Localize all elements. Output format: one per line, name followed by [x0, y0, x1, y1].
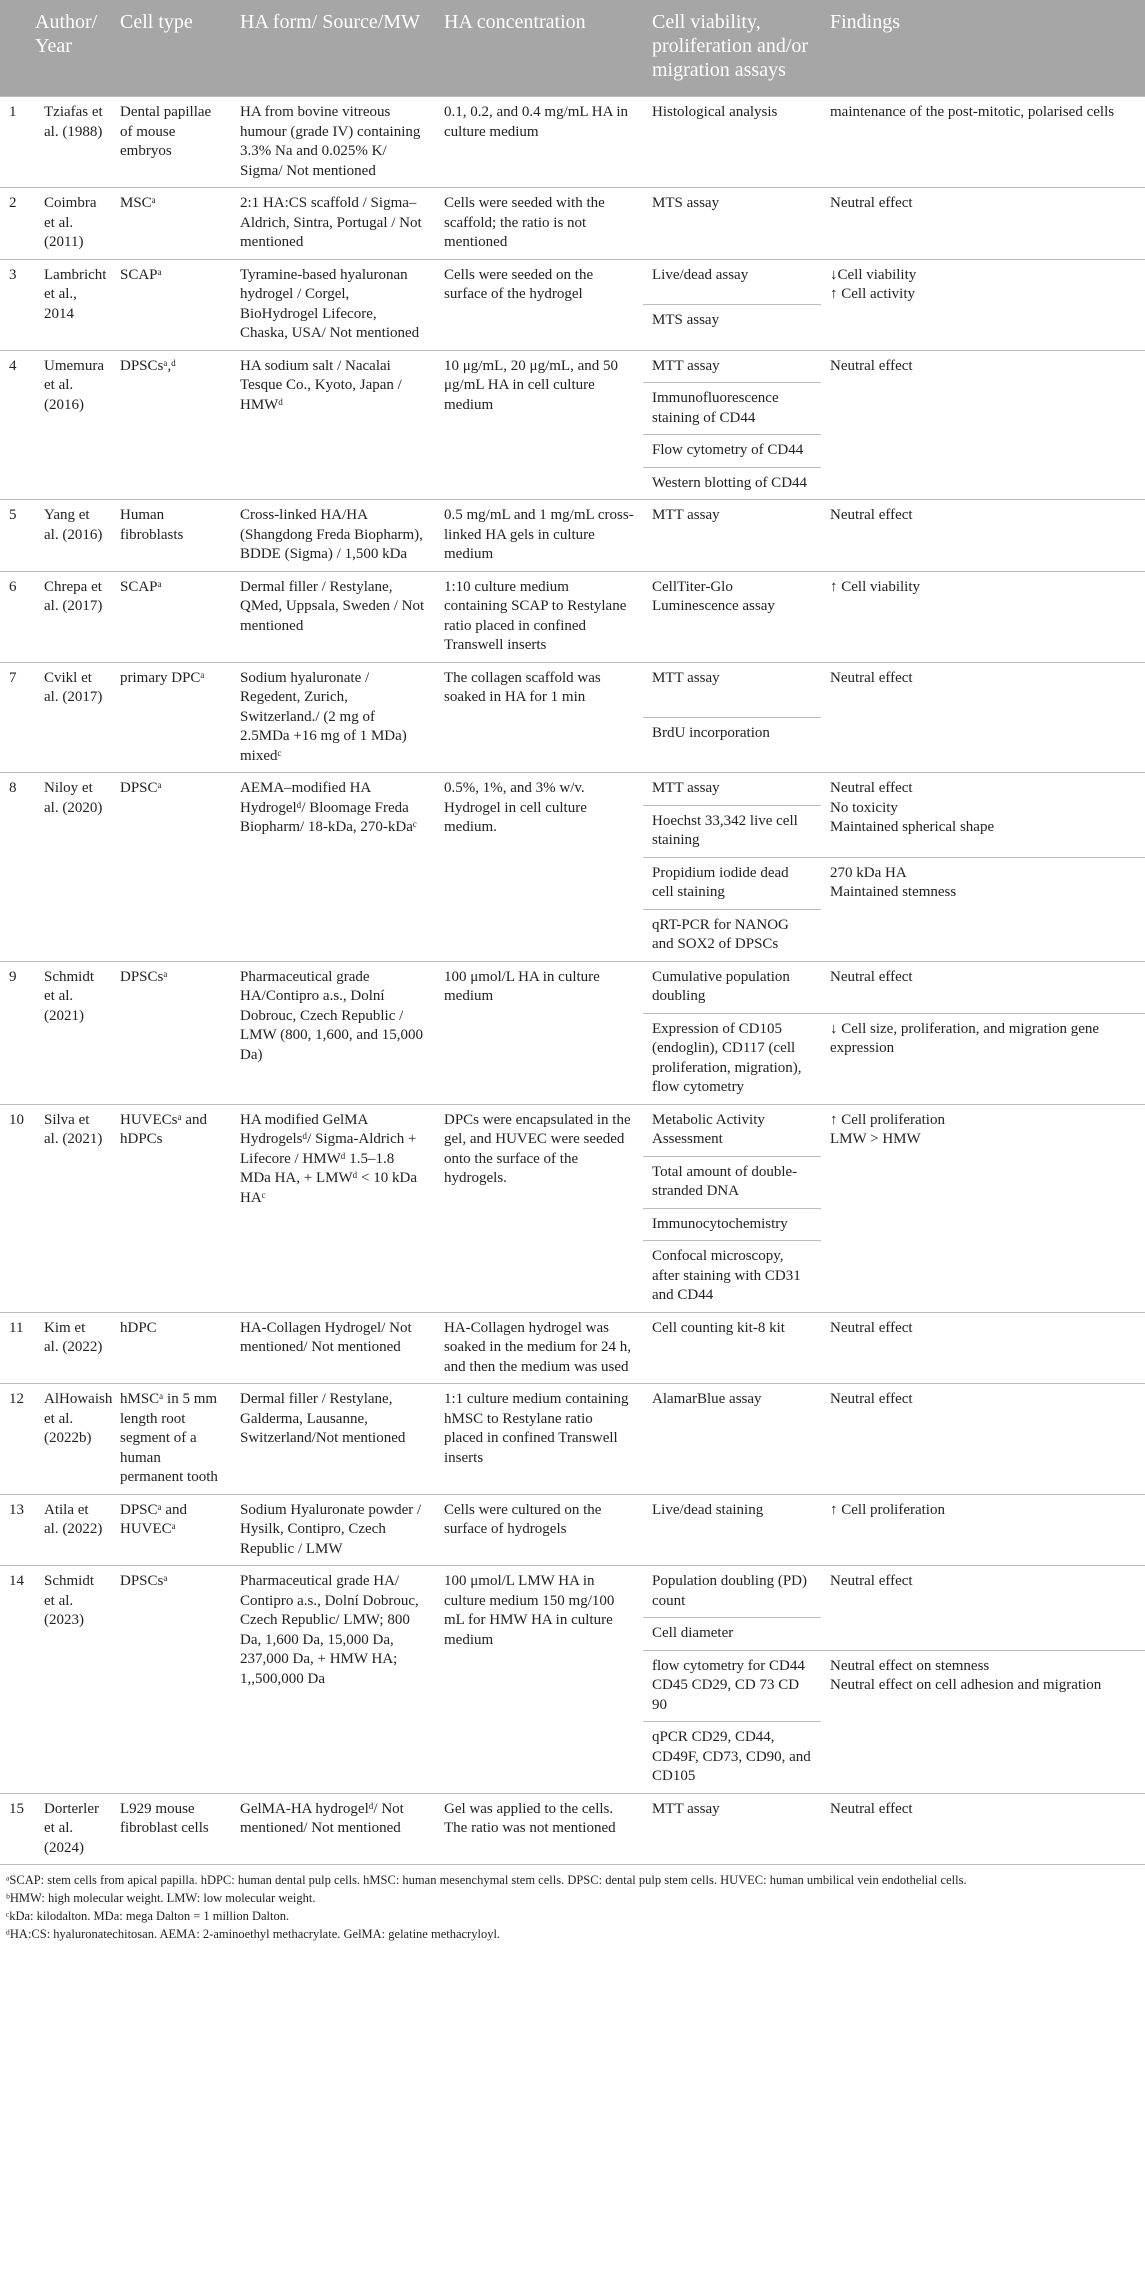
cell-type: DPSCsᵃ — [111, 961, 231, 1104]
header-ha-concentration: HA concentration — [435, 0, 643, 97]
assay: AlamarBlue assay — [643, 1384, 821, 1495]
table-row — [0, 773, 1145, 806]
assay: Confocal microscopy, after staining with CD31 and CD44 — [643, 1241, 821, 1313]
finding: Neutral effect — [830, 1573, 913, 1589]
table-row — [0, 259, 1145, 305]
cell-type: SCAPᵃ — [111, 259, 231, 350]
header-author: Author/ Year — [35, 0, 111, 97]
assay: Live/dead staining — [643, 1494, 821, 1566]
footnote: ᵇHMW: high molecular weight. LMW: low molecular weight. — [6, 1891, 316, 1905]
findings-cell — [821, 1650, 1145, 1793]
assay: Population doubling (PD) count — [643, 1566, 821, 1618]
footnote: ᶜkDa: kilodalton. MDa: mega Dalton = 1 million Dalton. — [6, 1909, 290, 1923]
assay: Live/dead assay — [643, 259, 821, 305]
table-row — [0, 571, 1145, 662]
author-year: Tziafas et al. (1988) — [35, 97, 111, 188]
cell-type: Human fibroblasts — [111, 500, 231, 572]
ha-concentration: Cells were cultured on the surface of hydrogels — [435, 1494, 643, 1566]
ha-form: Sodium hyaluronate / Regedent, Zurich, Switzerland./ (2 mg of 2.5MDa +16 mg of 1 MDa) mixedᶜ — [231, 662, 435, 773]
ha-concentration: 100 μmol/L HA in culture medium — [435, 961, 643, 1104]
ha-form: Dermal filler / Restylane, Galderma, Lausanne, Switzerland/Not mentioned — [231, 1384, 435, 1495]
finding: ↑ Cell activity — [830, 286, 915, 302]
findings-cell — [821, 1566, 1145, 1651]
author-year: Atila et al. (2022) — [35, 1494, 111, 1566]
ha-concentration: 1:10 culture medium containing SCAP to Restylane ratio placed in confined Transwell inserts — [435, 571, 643, 662]
table-row — [0, 1793, 1145, 1865]
findings-cell — [821, 259, 1145, 350]
assay: MTT assay — [643, 350, 821, 383]
ha-concentration: 0.5%, 1%, and 3% w/v. Hydrogel in cell culture medium. — [435, 773, 643, 962]
cell-type: HUVECsᵃ and hDPCs — [111, 1104, 231, 1312]
findings-cell — [821, 1494, 1145, 1566]
table-row — [0, 1384, 1145, 1495]
findings-cell — [821, 97, 1145, 188]
ha-concentration: 1:1 culture medium containing hMSC to Restylane ratio placed in confined Transwell inserts — [435, 1384, 643, 1495]
row-number: 9 — [0, 961, 35, 1104]
finding: Neutral effect — [830, 195, 913, 211]
table-row — [0, 350, 1145, 383]
author-year: Yang et al. (2016) — [35, 500, 111, 572]
table-row — [0, 1566, 1145, 1618]
assay: qPCR CD29, CD44, CD49F, CD73, CD90, and CD105 — [643, 1722, 821, 1794]
cell-type: DPSCᵃ and HUVECᵃ — [111, 1494, 231, 1566]
findings-cell — [821, 857, 1145, 961]
finding: ↑ Cell viability — [830, 578, 920, 595]
table-body — [0, 97, 1145, 1865]
assay: Propidium iodide dead cell staining — [643, 857, 821, 909]
assay: Immunocytochemistry — [643, 1208, 821, 1241]
ha-form: Tyramine-based hyaluronan hydrogel / Corgel, BioHydrogel Lifecore, Chaska, USA/ Not mentioned — [231, 259, 435, 350]
author-year: Silva et al. (2021) — [35, 1104, 111, 1312]
assay: MTT assay — [643, 773, 821, 806]
assay: Hoechst 33,342 live cell staining — [643, 805, 821, 857]
findings-cell — [821, 1793, 1145, 1865]
cell-type: L929 mouse fibroblast cells — [111, 1793, 231, 1865]
ha-concentration: The collagen scaffold was soaked in HA for 1 min — [435, 662, 643, 773]
header-findings: Findings — [821, 0, 1145, 97]
ha-form: HA from bovine vitreous humour (grade IV) containing 3.3% Na and 0.025% K/ Sigma/ Not mentioned — [231, 97, 435, 188]
table-row — [0, 1312, 1145, 1384]
footnote: ᵃSCAP: stem cells from apical papilla. hDPC: human dental pulp cells. hMSC: human mesenchymal stem cells. DPSC: dental pulp stem cells. HUVEC: human umbilical vein endothelial cells. — [6, 1873, 967, 1887]
findings-cell — [821, 500, 1145, 572]
finding: Neutral effect — [830, 669, 913, 686]
findings-cell — [821, 1312, 1145, 1384]
ha-concentration: 0.5 mg/mL and 1 mg/mL cross-linked HA gels in culture medium — [435, 500, 643, 572]
finding: ↓Cell viability — [830, 266, 917, 283]
cell-type: DPSCᵃ — [111, 773, 231, 962]
cell-type: Dental papillae of mouse embryos — [111, 97, 231, 188]
row-number: 14 — [0, 1566, 35, 1794]
ha-concentration: DPCs were encapsulated in the gel, and HUVEC were seeded onto the surface of the hydrogels. — [435, 1104, 643, 1312]
finding: ↓ Cell size, proliferation, and migration gene expression — [830, 1020, 1100, 1056]
assay: CellTiter-Glo Luminescence assay — [643, 571, 821, 662]
row-number: 11 — [0, 1312, 35, 1384]
finding: Maintained spherical shape — [830, 819, 995, 835]
row-number: 1 — [0, 97, 35, 188]
header-number — [0, 0, 35, 97]
ha-concentration: Cells were seeded with the scaffold; the ratio is not mentioned — [435, 188, 643, 260]
header-ha-form: HA form/ Source/MW — [231, 0, 435, 97]
row-number: 12 — [0, 1384, 35, 1495]
author-year: Schmidt et al. (2021) — [35, 961, 111, 1104]
row-number: 5 — [0, 500, 35, 572]
findings-cell — [821, 350, 1145, 500]
author-year: Coimbra et al. (2011) — [35, 188, 111, 260]
header-cell-type: Cell type — [111, 0, 231, 97]
row-number: 7 — [0, 662, 35, 773]
ha-concentration: 10 μg/mL, 20 μg/mL, and 50 μg/mL HA in cell culture medium — [435, 350, 643, 500]
ha-form: Dermal filler / Restylane, QMed, Uppsala, Sweden / Not mentioned — [231, 571, 435, 662]
finding: Neutral effect on stemness — [830, 1657, 990, 1674]
findings-cell — [821, 571, 1145, 662]
findings-cell — [821, 773, 1145, 858]
finding: ↑ Cell proliferation — [830, 1501, 945, 1518]
finding: maintenance of the post-mitotic, polarised cells — [830, 104, 1115, 120]
author-year: Kim et al. (2022) — [35, 1312, 111, 1384]
row-number: 6 — [0, 571, 35, 662]
cell-type: DPSCsᵃ — [111, 1566, 231, 1794]
ha-form: AEMA–modified HA Hydrogelᵈ/ Bloomage Freda Biopharm/ 18-kDa, 270-kDaᶜ — [231, 773, 435, 962]
finding: LMW ˃ HMW — [830, 1131, 921, 1147]
assay: Cell diameter — [643, 1618, 821, 1651]
finding: No toxicity — [830, 799, 898, 816]
ha-concentration: 0.1, 0.2, and 0.4 mg/mL HA in culture medium — [435, 97, 643, 188]
findings-cell — [821, 961, 1145, 1013]
table-header — [0, 0, 1145, 97]
assay: MTT assay — [643, 1793, 821, 1865]
findings-cell — [821, 1104, 1145, 1312]
row-number: 15 — [0, 1793, 35, 1865]
table-row — [0, 97, 1145, 188]
cell-type: SCAPᵃ — [111, 571, 231, 662]
author-year: Schmidt et al. (2023) — [35, 1566, 111, 1794]
assay: Expression of CD105 (endoglin), CD117 (cell proliferation, migration), flow cytometry — [643, 1013, 821, 1104]
assay: MTT assay — [643, 500, 821, 572]
author-year: AlHowaish et al. (2022b) — [35, 1384, 111, 1495]
finding: ↑ Cell proliferation — [830, 1111, 945, 1128]
table-row — [0, 500, 1145, 572]
row-number: 3 — [0, 259, 35, 350]
author-year: Lambricht et al., 2014 — [35, 259, 111, 350]
ha-form: Pharmaceutical grade HA/ Contipro a.s., Dolní Dobrouc, Czech Republic/ LMW; 800 Da, 1,600 Da, 15,000 Da, 237,000 Da, + HMW HA; 1,,500,000 Da — [231, 1566, 435, 1794]
findings-cell — [821, 1013, 1145, 1104]
assay: flow cytometry for CD44 CD45 CD29, CD 73 CD 90 — [643, 1650, 821, 1722]
assay: MTS assay — [643, 188, 821, 260]
findings-cell — [821, 662, 1145, 773]
table-footnotes — [0, 1865, 1145, 1943]
assay: Flow cytometry of CD44 — [643, 435, 821, 468]
assay: Cumulative population doubling — [643, 961, 821, 1013]
row-number: 4 — [0, 350, 35, 500]
assay: MTT assay — [643, 662, 821, 717]
finding: Neutral effect — [830, 1800, 913, 1817]
row-number: 8 — [0, 773, 35, 962]
finding: Neutral effect — [830, 968, 913, 985]
ha-concentration: 100 μmol/L LMW HA in culture medium 150 mg/100 mL for HMW HA in culture medium — [435, 1566, 643, 1794]
table-row — [0, 961, 1145, 1013]
finding: Neutral effect — [830, 507, 913, 523]
assay: Histological analysis — [643, 97, 821, 188]
assay: Immunofluorescence staining of CD44 — [643, 383, 821, 435]
findings-cell — [821, 1384, 1145, 1495]
ha-form: HA sodium salt / Nacalai Tesque Co., Kyoto, Japan / HMWᵈ — [231, 350, 435, 500]
ha-concentration: HA-Collagen hydrogel was soaked in the medium for 24 h, and then the medium was used — [435, 1312, 643, 1384]
ha-form: HA modified GelMA Hydrogelsᵈ/ Sigma-Aldrich + Lifecore / HMWᵈ 1.5–1.8 MDa HA, + LMWᵈ < 10 kDa HAᶜ — [231, 1104, 435, 1312]
row-number: 2 — [0, 188, 35, 260]
assay: Western blotting of CD44 — [643, 467, 821, 500]
finding: Neutral effect on cell adhesion and migration — [830, 1677, 1102, 1693]
header-assays: Cell viability, proliferation and/or migration assays — [643, 0, 821, 97]
ha-concentration: Cells were seeded on the surface of the hydrogel — [435, 259, 643, 350]
author-year: Cvikl et al. (2017) — [35, 662, 111, 773]
finding: Neutral effect — [830, 780, 913, 796]
ha-form: GelMA-HA hydrogelᵈ/ Not mentioned/ Not mentioned — [231, 1793, 435, 1865]
row-number: 13 — [0, 1494, 35, 1566]
findings-cell — [821, 188, 1145, 260]
cell-type: primary DPCᵃ — [111, 662, 231, 773]
finding: Neutral effect — [830, 1319, 913, 1336]
author-year: Umemura et al. (2016) — [35, 350, 111, 500]
row-number: 10 — [0, 1104, 35, 1312]
assay: MTS assay — [643, 305, 821, 351]
cell-type: hDPC — [111, 1312, 231, 1384]
ha-form: Sodium Hyaluronate powder / Hysilk, Contipro, Czech Republic / LMW — [231, 1494, 435, 1566]
cell-type: MSCᵃ — [111, 188, 231, 260]
finding: 270 kDa HA — [830, 864, 907, 881]
assay: qRT-PCR for NANOG and SOX2 of DPSCs — [643, 909, 821, 961]
cell-type: DPSCsᵃ,ᵈ — [111, 350, 231, 500]
assay: BrdU incorporation — [643, 717, 821, 772]
ha-concentration: Gel was applied to the cells. The ratio was not mentioned — [435, 1793, 643, 1865]
table-row — [0, 662, 1145, 717]
author-year: Chrepa et al. (2017) — [35, 571, 111, 662]
ha-form: HA-Collagen Hydrogel/ Not mentioned/ Not mentioned — [231, 1312, 435, 1384]
table-row — [0, 188, 1145, 260]
footnote: ᵈHA:CS: hyaluronatechitosan. AEMA: 2-aminoethyl methacrylate. GelMA: gelatine methacryloyl. — [6, 1927, 501, 1941]
assay: Total amount of double-stranded DNA — [643, 1156, 821, 1208]
author-year: Dorterler et al. (2024) — [35, 1793, 111, 1865]
ha-form: Pharmaceutical grade HA/Contipro a.s., Dolní Dobrouc, Czech Republic / LMW (800, 1,600, and 15,000 Da) — [231, 961, 435, 1104]
table-row — [0, 1494, 1145, 1566]
ha-form: 2:1 HA:CS scaffold / Sigma–Aldrich, Sintra, Portugal / Not mentioned — [231, 188, 435, 260]
table-row — [0, 1104, 1145, 1156]
ha-form: Cross-linked HA/HA (Shangdong Freda Biopharm), BDDE (Sigma) / 1,500 kDa — [231, 500, 435, 572]
assay: Cell counting kit-8 kit — [643, 1312, 821, 1384]
finding: Neutral effect — [830, 357, 913, 374]
assay: Metabolic Activity Assessment — [643, 1104, 821, 1156]
finding: Maintained stemness — [830, 884, 957, 900]
cell-type: hMSCᵃ in 5 mm length root segment of a human permanent tooth — [111, 1384, 231, 1495]
finding: Neutral effect — [830, 1391, 913, 1407]
author-year: Niloy et al. (2020) — [35, 773, 111, 962]
